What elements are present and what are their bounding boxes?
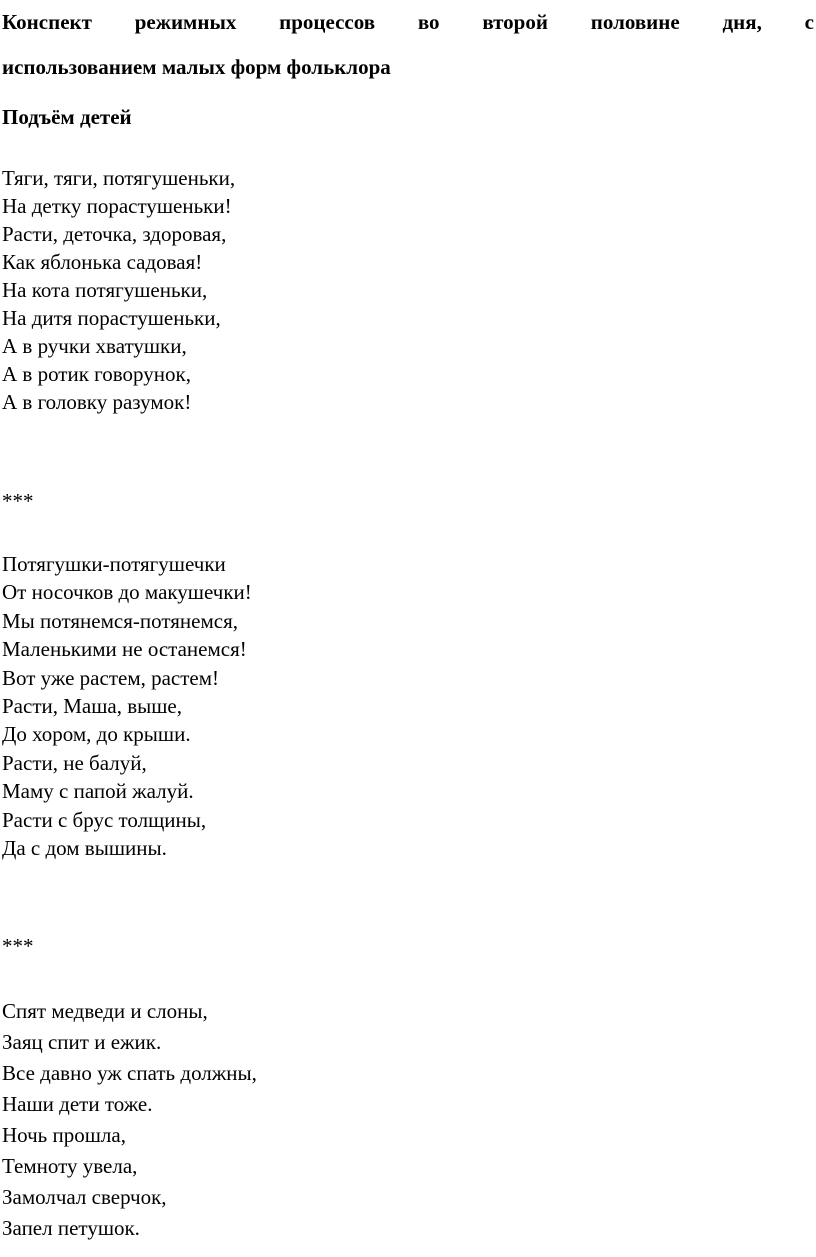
verse-line: Вот уже растем, растем! [2,665,220,690]
verse-line: Мы потянемся-потянемся, [2,608,238,633]
verse-line: Спят медведи и слоны, [2,999,208,1023]
title-word: Конспект [2,10,92,34]
verse-line: А в ротик говорунок, [2,362,191,386]
title-word: дня, [722,10,762,34]
verse-line: Потягушки-потягушечки [2,552,226,576]
verse-line: Маму с папой жалуй. [2,779,194,804]
title-word: процессов [279,10,376,34]
section-heading: Подъём детей [2,105,132,129]
verse-line: А в головку разумок! [2,390,192,414]
separator: *** [2,934,34,958]
verse-line: На детку порастушеньки! [2,194,232,218]
title-line-1 [2,0,814,45]
title-line-2: использованием малых форм фольклора [2,55,391,79]
verse-line: До хором, до крыши. [2,722,191,747]
verse-line: А в ручки хватушки, [2,334,187,358]
verse-block-1 [2,164,235,416]
verse-line: Расти, не балуй, [2,750,147,775]
verse-line: На дитя порастушеньки, [2,306,221,330]
verse-line: Маленькими не останемся! [2,637,247,662]
verse-block-2 [2,550,252,862]
verse-line: От носочков до макушечки! [2,580,252,605]
verse-line: Ночь прошла, [2,1123,126,1147]
verse-line: Запел петушок. [2,1216,140,1240]
verse-line: Да с дом вышины. [2,835,167,860]
title-word: половине [590,10,680,34]
verse-line: Наши дети тоже. [2,1092,153,1116]
verse-line: Все давно уж спать должны, [2,1061,257,1085]
verse-line: Расти, деточка, здоровая, [2,222,227,246]
verse-block-3 [2,996,257,1244]
verse-line: Темноту увела, [2,1154,138,1178]
verse-line: Как яблонька садовая! [2,250,203,274]
verse-line: Расти с брус толщины, [2,807,207,832]
title-word: с [804,10,814,34]
separator: *** [2,489,34,513]
document-title [2,0,814,90]
title-word: режимных [134,10,237,34]
verse-line: На кота потягушеньки, [2,278,208,302]
title-word: второй [482,10,548,34]
verse-line: Расти, Маша, выше, [2,693,182,718]
verse-line: Заяц спит и ежик. [2,1030,162,1054]
verse-line: Тяги, тяги, потягушеньки, [2,166,236,190]
title-word: во [417,10,440,34]
verse-line: Замолчал сверчок, [2,1185,167,1209]
